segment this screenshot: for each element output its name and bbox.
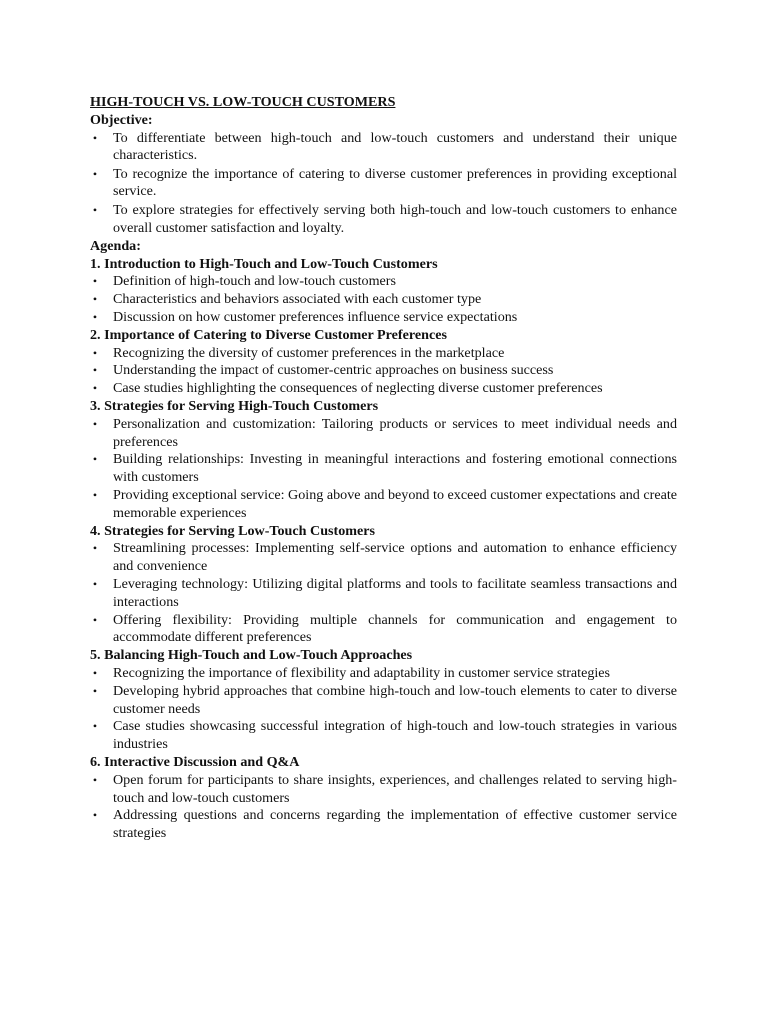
bullet-icon: •: [92, 292, 98, 307]
agenda-item: • Case studies showcasing successful integration of high-touch and low-touch strategies in various industries: [90, 718, 677, 754]
agenda-item: • Recognizing the diversity of customer preferences in the marketplace: [90, 345, 677, 363]
bullet-icon: •: [92, 577, 98, 592]
bullet-icon: •: [92, 488, 98, 503]
agenda-section-heading: 5. Balancing High-Touch and Low-Touch Approaches: [90, 647, 413, 664]
bullet-icon: •: [92, 310, 98, 325]
agenda-section-list: [90, 540, 677, 647]
agenda-item: • Streamlining processes: Implementing self-service options and automation to enhance efficiency and convenience: [90, 540, 677, 576]
document-page: [90, 94, 677, 843]
bullet-icon: •: [92, 772, 98, 787]
agenda-item: • Personalization and customization: Tailoring products or services to meet individual needs and preferences: [90, 416, 677, 452]
agenda-item: • Developing hybrid approaches that combine high-touch and low-touch elements to cater to diverse customer needs: [90, 683, 677, 719]
agenda-item: • Understanding the impact of customer-centric approaches on business success: [90, 362, 677, 380]
bullet-icon: •: [92, 683, 98, 698]
agenda-item: • Definition of high-touch and low-touch customers: [90, 273, 677, 291]
objective-item: • To recognize the importance of catering to diverse customer preferences in providing exceptional service.: [90, 166, 677, 202]
agenda-section-heading: 4. Strategies for Serving Low-Touch Customers: [90, 522, 375, 539]
agenda-section-heading: 2. Importance of Catering to Diverse Customer Preferences: [90, 326, 447, 343]
agenda-section-heading: 1. Introduction to High-Touch and Low-Touch Customers: [90, 255, 438, 272]
agenda-item: • Addressing questions and concerns regarding the implementation of effective customer service strategies: [90, 807, 677, 843]
agenda-item: • Providing exceptional service: Going above and beyond to exceed customer expectations and create memorable experiences: [90, 487, 677, 523]
agenda-item: • Case studies highlighting the consequences of neglecting diverse customer preferences: [90, 380, 677, 398]
objective-item: • To differentiate between high-touch and low-touch customers and understand their unique characteristics.: [90, 130, 677, 166]
bullet-icon: •: [92, 202, 98, 217]
agenda-heading: Agenda:: [90, 237, 141, 254]
document-title: HIGH-TOUCH VS. LOW-TOUCH CUSTOMERS: [90, 94, 396, 110]
bullet-icon: •: [92, 541, 98, 556]
objective-list: [90, 130, 677, 238]
bullet-icon: •: [92, 274, 98, 289]
bullet-icon: •: [92, 719, 98, 734]
bullet-icon: •: [92, 666, 98, 680]
bullet-icon: •: [92, 612, 98, 627]
agenda-item: • Offering flexibility: Providing multiple channels for communication and engagement to accommodate different preferences: [90, 612, 677, 648]
agenda-section-list: [90, 416, 677, 523]
agenda-section-list: [90, 665, 677, 754]
agenda-item: • Recognizing the importance of flexibility and adaptability in customer service strategies: [90, 665, 677, 683]
agenda-section-heading: 6. Interactive Discussion and Q&A: [90, 753, 300, 770]
bullet-icon: •: [92, 452, 98, 467]
agenda-section-list: [90, 345, 677, 398]
bullet-icon: •: [92, 345, 98, 360]
objective-heading: Objective:: [90, 111, 153, 128]
agenda-item: • Discussion on how customer preferences influence service expectations: [90, 309, 677, 327]
agenda-item: • Building relationships: Investing in meaningful interactions and fostering emotional connections with customers: [90, 451, 677, 487]
bullet-icon: •: [92, 416, 98, 431]
bullet-icon: •: [92, 808, 98, 823]
objective-item: • To explore strategies for effectively serving both high-touch and low-touch customers to enhance overall customer satisfaction and loyalty.: [90, 202, 677, 238]
bullet-icon: •: [92, 130, 98, 145]
agenda-item: • Open forum for participants to share insights, experiences, and challenges related to serving high-touch and low-touch customers: [90, 772, 677, 808]
agenda-item: • Leveraging technology: Utilizing digital platforms and tools to facilitate seamless transactions and interactions: [90, 576, 677, 612]
bullet-icon: •: [92, 363, 98, 378]
bullet-icon: •: [92, 166, 98, 181]
agenda-item: • Characteristics and behaviors associated with each customer type: [90, 291, 677, 309]
agenda-section-list: [90, 772, 677, 843]
agenda-section-heading: 3. Strategies for Serving High-Touch Customers: [90, 398, 379, 415]
agenda-section-list: [90, 273, 677, 326]
bullet-icon: •: [92, 381, 98, 396]
